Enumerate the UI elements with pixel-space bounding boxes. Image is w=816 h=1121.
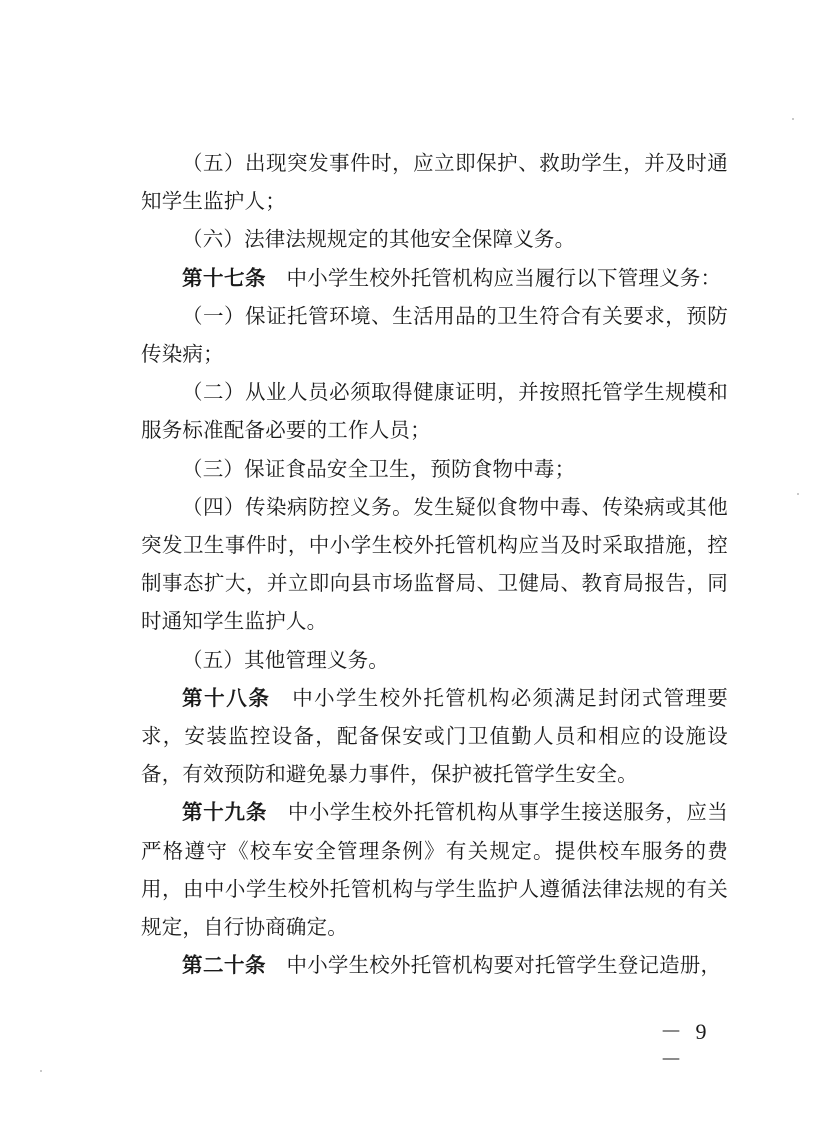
clause-1-hygiene <box>141 297 728 373</box>
paragraph-text: （五）出现突发事件时，应立即保护、救助学生，并及时通知学生监护人； <box>141 151 728 214</box>
article-20 <box>141 946 728 984</box>
clause-5-other-management <box>141 641 728 679</box>
paragraph-text: （五）其他管理义务。 <box>182 647 389 672</box>
clause-5-emergency <box>141 144 728 220</box>
clause-2-health-certificate <box>141 373 728 449</box>
article-17 <box>141 259 728 297</box>
body-text <box>141 144 728 984</box>
clause-4-disease-control <box>141 488 728 641</box>
scan-speck <box>792 118 794 120</box>
scan-speck <box>797 493 799 495</box>
paragraph-text: （四）传染病防控义务。发生疑似食物中毒、传染病或其他突发卫生事件时，中小学生校外托管机构应当及时采取措施，控制事态扩大，并立即向县市场监督局、卫健局、教育局报告，同时通知学生监护人。 <box>141 494 728 634</box>
paragraph-text: （三）保证食品安全卫生，预防食物中毒； <box>182 456 576 481</box>
article-18 <box>141 679 728 794</box>
paragraph-text: 中小学生校外托管机构要对托管学生登记造册， <box>286 953 722 978</box>
clause-3-food-safety <box>141 450 728 488</box>
article-19 <box>141 793 728 946</box>
paragraph-text: （二）从业人员必须取得健康证明，并按照托管学生规模和服务标准配备必要的工作人员； <box>141 380 728 443</box>
article-heading: 第十七条 <box>182 265 266 290</box>
article-heading: 第二十条 <box>182 953 266 978</box>
clause-6-other-safety <box>141 220 728 258</box>
paragraph-text: 中小学生校外托管机构从事学生接送服务，应当严格遵守《校车安全管理条例》有关规定。提供校车服务的费用，由中小学生校外托管机构与学生监护人遵循法律法规的有关规定，自行协商确定。 <box>141 800 729 940</box>
paragraph-text: 中小学生校外托管机构必须满足封闭式管理要求，安装监控设备，配备保安或门卫值勤人员和相应的设施设备，有效预防和避免暴力事件，保护被托管学生安全。 <box>141 685 729 787</box>
article-heading: 第十九条 <box>182 800 268 825</box>
paragraph-text: （六）法律法规规定的其他安全保障义务。 <box>182 227 576 252</box>
paragraph-text: （一）保证托管环境、生活用品的卫生符合有关要求，预防传染病； <box>141 303 728 367</box>
page-number: － 9 － <box>660 1019 711 1072</box>
article-heading: 第十八条 <box>182 685 271 710</box>
scan-speck <box>40 1070 42 1072</box>
paragraph-text: 中小学生校外托管机构应当履行以下管理义务： <box>286 265 722 290</box>
